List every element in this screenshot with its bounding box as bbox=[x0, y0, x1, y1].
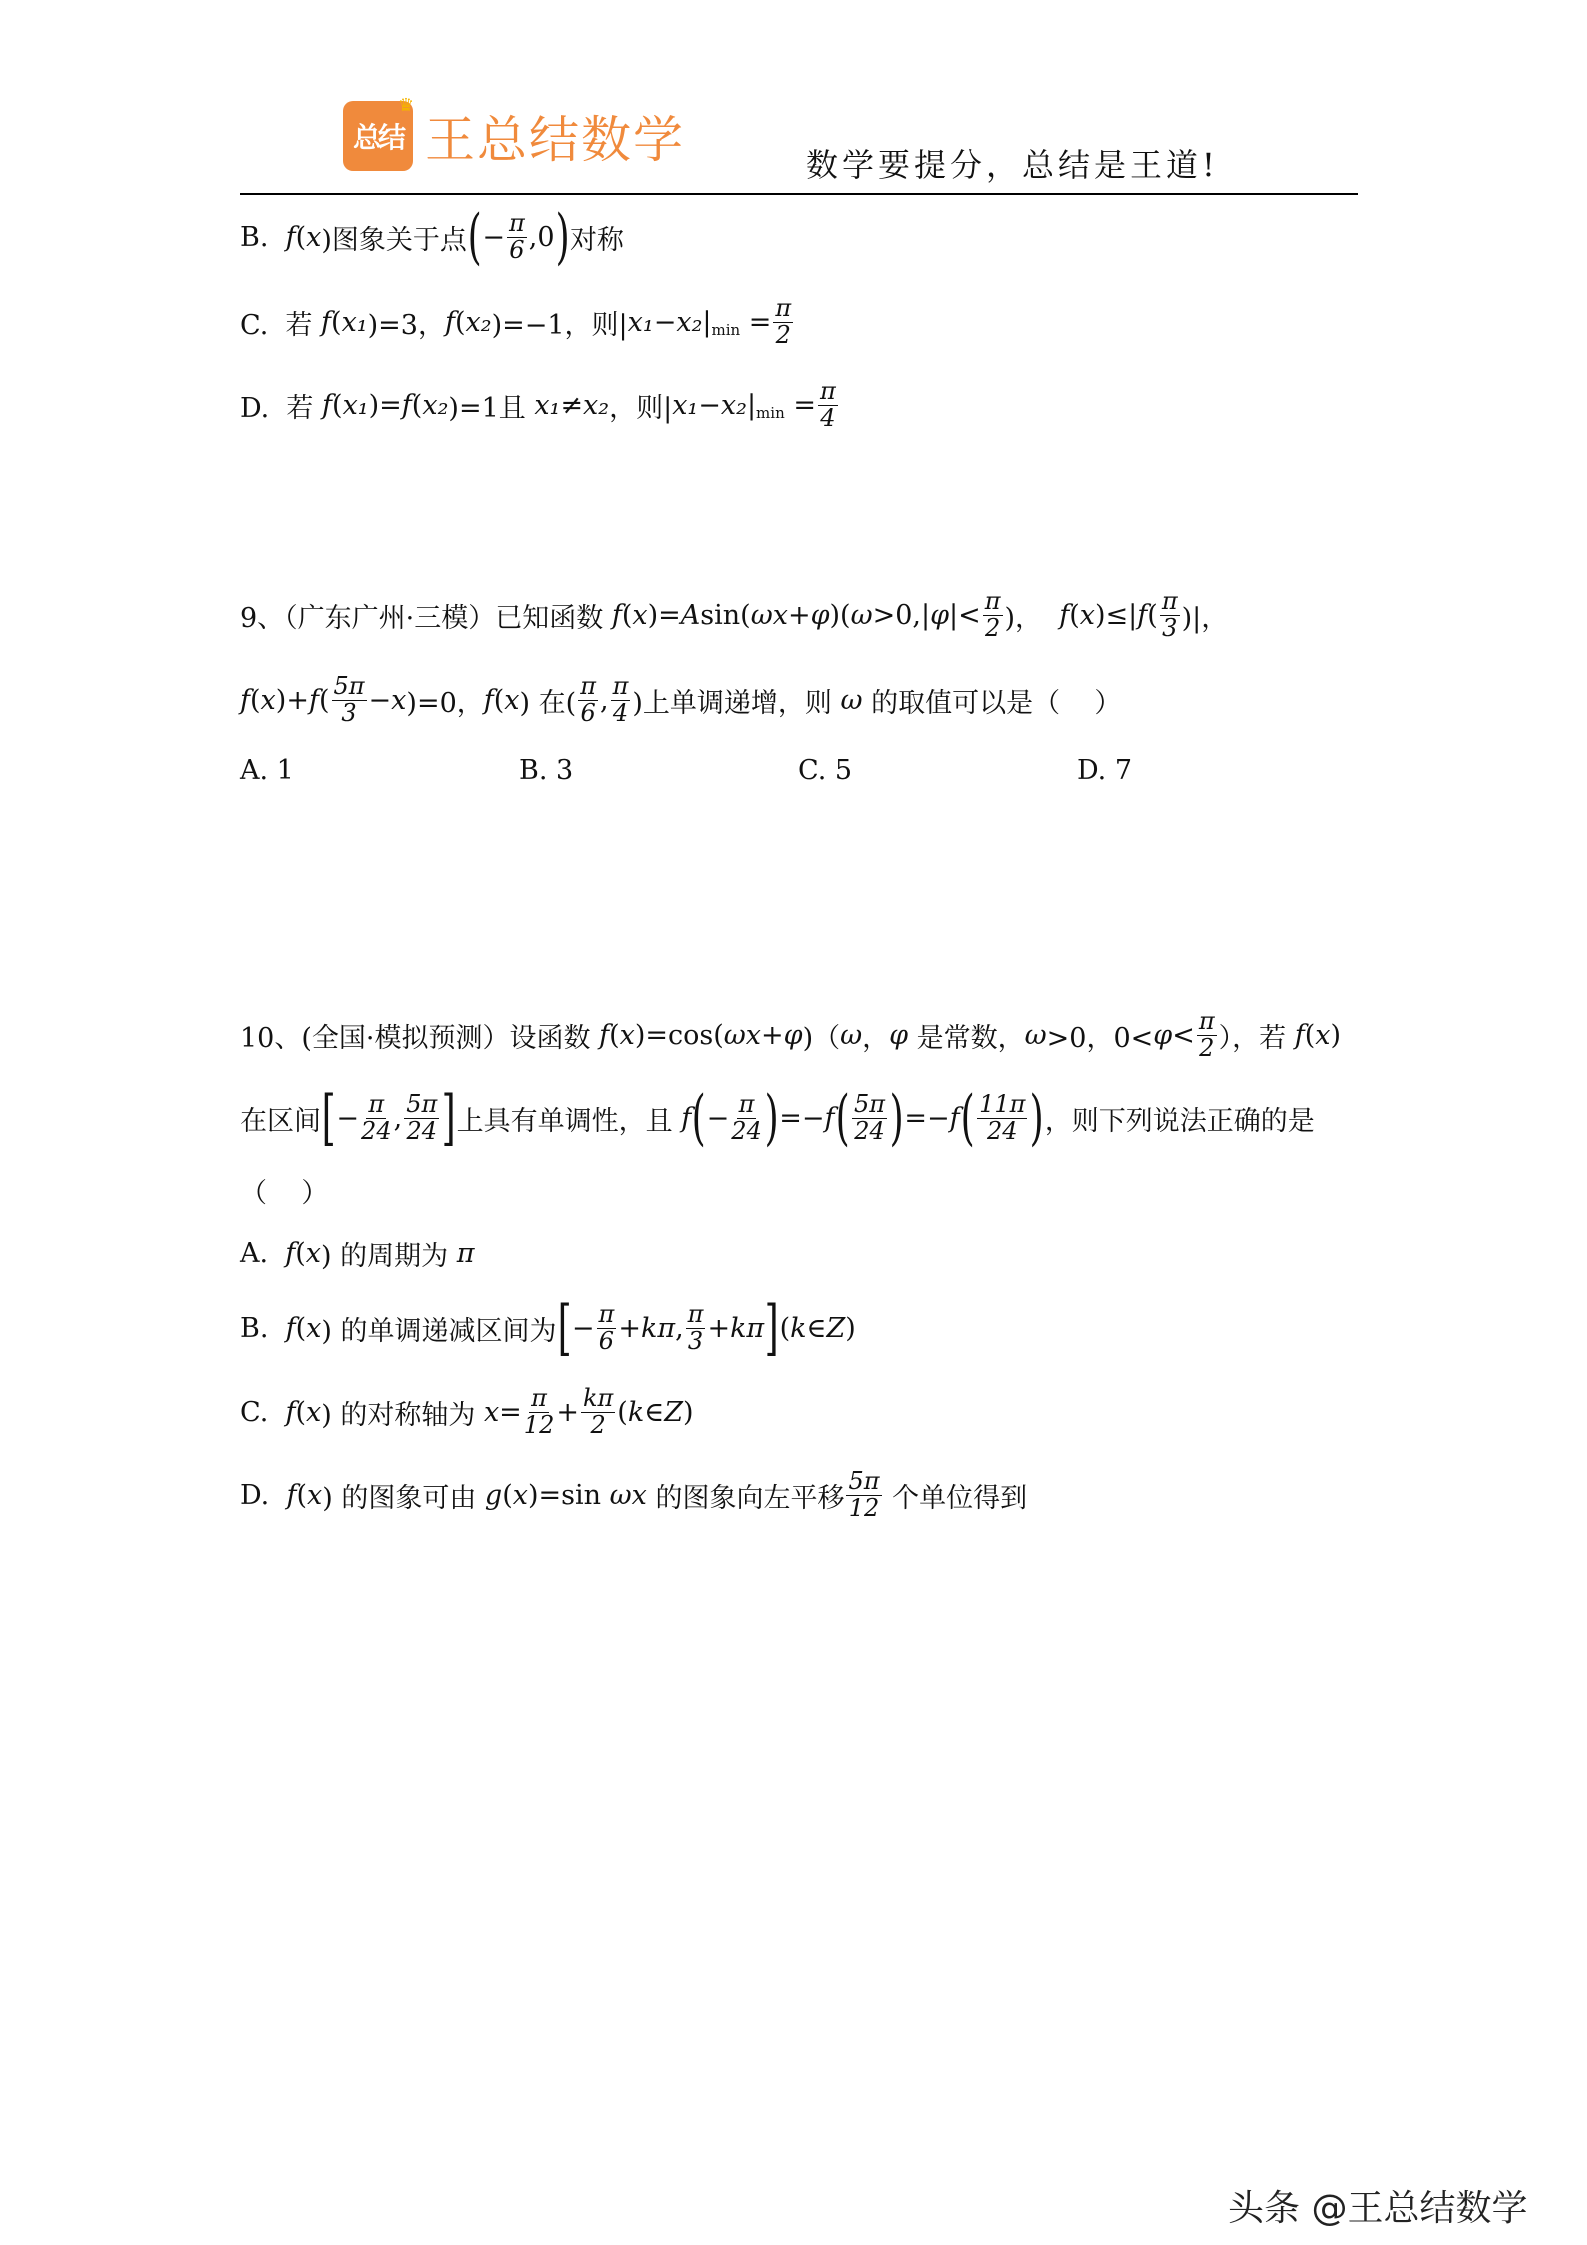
math-var: x bbox=[306, 1312, 322, 1344]
q10-stem-1 bbox=[240, 990, 1341, 1080]
denominator: 4 bbox=[820, 403, 836, 432]
text: ， bbox=[862, 1022, 890, 1054]
fraction bbox=[773, 296, 793, 347]
text: D. bbox=[240, 1479, 287, 1511]
math-var: x₂ bbox=[422, 389, 449, 421]
math-var: x bbox=[619, 1019, 635, 1051]
text: | bbox=[702, 306, 712, 338]
q8-option-b bbox=[240, 192, 624, 282]
math-var: f bbox=[322, 389, 333, 421]
q9-stem-1 bbox=[240, 570, 1228, 660]
math-var: f bbox=[1059, 599, 1070, 631]
math-var: φ bbox=[889, 1019, 909, 1051]
bracket: ( bbox=[960, 1083, 975, 1153]
numerator: π bbox=[508, 209, 525, 238]
logo-badge-text: 总结 bbox=[352, 121, 403, 154]
text: = bbox=[784, 389, 816, 421]
text: − bbox=[368, 684, 392, 716]
text: 的取值可以是（ ） bbox=[862, 687, 1122, 719]
math-var: f bbox=[240, 684, 250, 716]
fraction bbox=[507, 211, 527, 262]
text: )上单调递增，则 bbox=[632, 687, 841, 719]
bracket: ( bbox=[467, 202, 482, 272]
text: 的图象向左平移 bbox=[646, 1482, 845, 1514]
denominator: 2 bbox=[1199, 1033, 1215, 1062]
text: + bbox=[707, 1312, 731, 1344]
text: )+ bbox=[275, 684, 309, 716]
fraction bbox=[731, 1092, 762, 1143]
math-var: x₁ bbox=[342, 389, 369, 421]
denominator: 24 bbox=[731, 1116, 762, 1145]
text: ( bbox=[332, 389, 343, 421]
q8-option-c bbox=[240, 277, 795, 367]
math-var: f bbox=[681, 1102, 692, 1134]
text: − bbox=[698, 389, 721, 421]
text: ∈ bbox=[806, 1312, 827, 1344]
subscript: min bbox=[756, 404, 785, 422]
text: )=sin bbox=[528, 1479, 610, 1511]
text: )≤| bbox=[1095, 599, 1138, 631]
text: B. bbox=[240, 1312, 286, 1344]
numerator: π bbox=[612, 672, 629, 701]
text: B. bbox=[240, 221, 286, 253]
text: ) bbox=[682, 1396, 694, 1428]
text: − bbox=[653, 306, 677, 338]
numerator: 5π bbox=[333, 672, 365, 701]
text: ,0 bbox=[528, 221, 555, 253]
text: C. 若 bbox=[240, 309, 322, 341]
math-var: x₂ bbox=[676, 306, 703, 338]
header-slogan: 数学要提分，总结是王道! bbox=[806, 146, 1219, 184]
text: )图象关于点 bbox=[321, 224, 467, 256]
denominator: 4 bbox=[612, 698, 629, 727]
q10-option-b bbox=[240, 1283, 856, 1373]
text: )（ bbox=[802, 1022, 841, 1054]
math-var: f bbox=[824, 1102, 835, 1134]
text: − bbox=[482, 221, 505, 253]
text: ），若 bbox=[1218, 1022, 1295, 1054]
math-var: π bbox=[456, 1237, 475, 1269]
numerator: π bbox=[1161, 587, 1178, 616]
math-var: g bbox=[484, 1479, 503, 1511]
text: 10、(全国·模拟预测）设函数 bbox=[240, 1022, 600, 1054]
text: ( bbox=[296, 1479, 307, 1511]
math-var: x bbox=[1079, 599, 1095, 631]
numerator: π bbox=[531, 1384, 547, 1413]
text: ≠ bbox=[560, 389, 584, 421]
text: , bbox=[599, 684, 609, 716]
math-var: kπ bbox=[640, 1312, 676, 1344]
fraction bbox=[404, 1092, 439, 1143]
denominator: 12 bbox=[848, 1493, 880, 1522]
bracket: [ bbox=[321, 1083, 336, 1153]
denominator: 12 bbox=[523, 1410, 555, 1439]
math-var: x bbox=[483, 1396, 500, 1428]
fraction bbox=[846, 1469, 881, 1520]
math-var: f bbox=[1294, 1019, 1305, 1051]
denominator: 24 bbox=[986, 1116, 1018, 1145]
denominator: 3 bbox=[1162, 613, 1178, 642]
math-var: ωx bbox=[723, 1019, 762, 1051]
q9-stem-2 bbox=[240, 655, 1121, 745]
fraction bbox=[818, 379, 838, 430]
q9-option-b: B. 3 bbox=[519, 755, 574, 786]
text: + bbox=[556, 1396, 579, 1428]
text: ) 的单调递减区间为 bbox=[321, 1315, 557, 1347]
text: , bbox=[675, 1312, 684, 1344]
math-var: x bbox=[306, 1396, 322, 1428]
text: − bbox=[336, 1102, 360, 1134]
math-var: k bbox=[627, 1396, 645, 1428]
bracket: ] bbox=[441, 1083, 456, 1153]
text: 9、（广东广州·三模）已知函数 bbox=[240, 602, 612, 634]
text: = bbox=[740, 306, 772, 338]
math-var: f bbox=[444, 306, 455, 338]
math-var: A bbox=[680, 599, 701, 631]
text: )=0， bbox=[406, 687, 484, 719]
text: >0,| bbox=[872, 599, 931, 631]
math-var: f bbox=[483, 684, 494, 716]
text: 对称 bbox=[569, 224, 624, 256]
denominator: 6 bbox=[509, 235, 525, 264]
math-var: x bbox=[504, 684, 520, 716]
math-var: φ bbox=[1153, 1019, 1173, 1051]
numerator: π bbox=[775, 294, 792, 323]
watermark: 头条 @王总结数学 bbox=[1228, 2188, 1528, 2229]
numerator: π bbox=[368, 1090, 385, 1119]
text: >0，0< bbox=[1046, 1022, 1154, 1054]
text: ( bbox=[411, 389, 423, 421]
subscript: min bbox=[711, 321, 741, 339]
fraction bbox=[597, 1302, 617, 1353]
fraction bbox=[686, 1302, 706, 1353]
text: ( bbox=[1069, 599, 1080, 631]
math-var: φ bbox=[783, 1019, 803, 1051]
text: )=1且 bbox=[448, 392, 535, 424]
fraction bbox=[611, 674, 631, 725]
fraction bbox=[983, 589, 1003, 640]
text: + bbox=[761, 1019, 784, 1051]
math-var: kπ bbox=[730, 1312, 765, 1344]
numerator: π bbox=[738, 1090, 755, 1119]
numerator: 5π bbox=[848, 1467, 880, 1496]
text: =− bbox=[904, 1102, 950, 1134]
text: ( bbox=[454, 306, 466, 338]
math-var: f bbox=[285, 221, 296, 253]
numerator: π bbox=[984, 587, 1001, 616]
text: )= bbox=[368, 389, 402, 421]
fraction bbox=[361, 1092, 392, 1143]
text: − bbox=[706, 1102, 730, 1134]
text: ) 的对称轴为 bbox=[321, 1399, 484, 1431]
bracket: ( bbox=[691, 1083, 706, 1153]
text: ( bbox=[493, 684, 505, 716]
denominator: 24 bbox=[854, 1116, 885, 1145]
fraction bbox=[1160, 589, 1180, 640]
math-var: f bbox=[285, 1237, 296, 1269]
fraction bbox=[332, 674, 367, 725]
math-var: φ bbox=[930, 599, 949, 631]
text: ( bbox=[1147, 599, 1158, 631]
text: )|， bbox=[1181, 602, 1229, 634]
math-var: x bbox=[632, 599, 648, 631]
math-var: x₁ bbox=[341, 306, 368, 338]
math-var: f bbox=[401, 389, 412, 421]
denominator: 2 bbox=[775, 320, 791, 349]
text: ) 的图象可由 bbox=[322, 1482, 485, 1514]
text: )=−1，则| bbox=[491, 309, 628, 341]
math-var: ω bbox=[840, 684, 863, 716]
text: ( bbox=[1304, 1019, 1316, 1051]
math-var: x bbox=[306, 221, 322, 253]
math-var: f bbox=[611, 599, 622, 631]
numerator: π bbox=[819, 377, 836, 406]
math-var: x₁ bbox=[627, 306, 654, 338]
text: ( bbox=[295, 1237, 306, 1269]
numerator: π bbox=[687, 1300, 704, 1329]
bracket: [ bbox=[557, 1293, 572, 1363]
q10-stem-2 bbox=[240, 1073, 1315, 1163]
text: )=cos( bbox=[634, 1019, 724, 1051]
text: ，则下列说法正确的是 bbox=[1044, 1105, 1315, 1137]
fraction bbox=[852, 1092, 887, 1143]
logo-badge bbox=[343, 95, 413, 171]
math-var: x bbox=[306, 1479, 323, 1511]
bracket: ) bbox=[764, 1083, 779, 1153]
q9-option-a: A. 1 bbox=[240, 755, 294, 786]
text: C. bbox=[240, 1396, 286, 1428]
numerator: kπ bbox=[582, 1384, 614, 1413]
math-var: ωx bbox=[609, 1479, 647, 1511]
bracket: ] bbox=[764, 1293, 779, 1363]
denominator: 24 bbox=[406, 1116, 437, 1145]
text: )， bbox=[1004, 602, 1060, 634]
bracket: ) bbox=[555, 202, 570, 272]
math-var: f bbox=[949, 1102, 960, 1134]
q10-option-d bbox=[240, 1450, 1027, 1540]
fraction bbox=[578, 674, 598, 725]
math-var: Z bbox=[826, 1312, 846, 1344]
math-var: f bbox=[599, 1019, 610, 1051]
math-var: x₁ bbox=[534, 389, 561, 421]
text: =− bbox=[779, 1102, 825, 1134]
math-var: f bbox=[286, 1479, 297, 1511]
math-var: φ bbox=[810, 599, 830, 631]
text: ( bbox=[779, 1312, 791, 1344]
denominator: 2 bbox=[590, 1410, 606, 1439]
math-var: x bbox=[391, 684, 407, 716]
text: + bbox=[787, 599, 811, 631]
math-var: Z bbox=[664, 1396, 683, 1428]
text: )= bbox=[647, 599, 681, 631]
q8-option-d bbox=[240, 360, 840, 450]
math-var: x bbox=[1315, 1019, 1331, 1051]
numerator: π bbox=[1198, 1007, 1215, 1036]
math-var: f bbox=[285, 1312, 296, 1344]
text: )=3， bbox=[367, 309, 445, 341]
math-var: f bbox=[308, 684, 319, 716]
text: A. bbox=[240, 1237, 286, 1269]
text: , bbox=[393, 1102, 403, 1134]
denominator: 3 bbox=[341, 698, 357, 727]
text: + bbox=[618, 1312, 641, 1344]
math-var: ω bbox=[850, 599, 873, 631]
math-var: x₂ bbox=[465, 306, 492, 338]
numerator: 5π bbox=[406, 1090, 438, 1119]
text: （ ） bbox=[240, 1177, 329, 1209]
text: − bbox=[571, 1312, 595, 1344]
text: ( bbox=[295, 1396, 306, 1428]
denominator: 6 bbox=[598, 1326, 615, 1355]
math-var: ω bbox=[840, 1019, 863, 1051]
fraction bbox=[977, 1092, 1027, 1143]
math-var: k bbox=[790, 1312, 807, 1344]
text: ，则| bbox=[609, 392, 673, 424]
text: ( bbox=[617, 1396, 628, 1428]
numerator: 11π bbox=[979, 1090, 1026, 1119]
math-var: f bbox=[1137, 599, 1148, 631]
text: )( bbox=[829, 599, 851, 631]
denominator: 24 bbox=[361, 1116, 392, 1145]
text: 在区间 bbox=[240, 1105, 321, 1137]
text: ( bbox=[295, 1312, 307, 1344]
bracket: ) bbox=[1030, 1083, 1045, 1153]
text: sin( bbox=[700, 599, 751, 631]
numerator: π bbox=[598, 1300, 615, 1329]
denominator: 2 bbox=[984, 613, 1001, 642]
text: ( bbox=[621, 599, 633, 631]
bracket: ) bbox=[889, 1083, 904, 1153]
text: ( bbox=[331, 306, 342, 338]
text: ( bbox=[250, 684, 261, 716]
q9-option-c: C. 5 bbox=[798, 755, 853, 786]
text: 上具有单调性，且 bbox=[456, 1105, 682, 1137]
logo-text: 王总结数学 bbox=[425, 111, 685, 169]
denominator: 6 bbox=[580, 698, 596, 727]
text: ) 在( bbox=[519, 687, 577, 719]
math-var: x bbox=[260, 684, 276, 716]
math-var: ω bbox=[1024, 1019, 1047, 1051]
crown-icon: ♛ bbox=[397, 95, 411, 116]
math-var: f bbox=[321, 306, 332, 338]
fraction bbox=[524, 1386, 555, 1437]
fraction bbox=[581, 1386, 615, 1437]
math-var: x₂ bbox=[583, 389, 610, 421]
numerator: π bbox=[580, 672, 596, 701]
math-var: x bbox=[305, 1237, 322, 1269]
text: < bbox=[1172, 1019, 1195, 1051]
text: ∈ bbox=[644, 1396, 665, 1428]
numerator: 5π bbox=[853, 1090, 885, 1119]
text: | bbox=[746, 389, 757, 421]
math-var: x bbox=[512, 1479, 528, 1511]
text: ( bbox=[295, 221, 307, 253]
text: |< bbox=[949, 599, 981, 631]
math-var: f bbox=[285, 1396, 296, 1428]
math-var: x₁ bbox=[672, 389, 699, 421]
text: ) bbox=[1330, 1019, 1342, 1051]
math-var: ωx bbox=[750, 599, 788, 631]
text: ) 的周期为 bbox=[321, 1240, 457, 1272]
text: 个单位得到 bbox=[883, 1482, 1028, 1514]
text: D. 若 bbox=[240, 392, 323, 424]
math-var: x₂ bbox=[720, 389, 747, 421]
brand-logo bbox=[343, 95, 685, 172]
q9-option-d: D. 7 bbox=[1077, 755, 1133, 786]
text: = bbox=[499, 1396, 522, 1428]
q10-option-c bbox=[240, 1367, 694, 1457]
fraction bbox=[1197, 1009, 1217, 1060]
text: ( bbox=[502, 1479, 513, 1511]
bracket: ( bbox=[835, 1083, 850, 1153]
denominator: 3 bbox=[687, 1326, 704, 1355]
text: 是常数， bbox=[908, 1022, 1025, 1054]
text: ) bbox=[845, 1312, 856, 1344]
text: ( bbox=[609, 1019, 620, 1051]
text: ( bbox=[318, 684, 330, 716]
